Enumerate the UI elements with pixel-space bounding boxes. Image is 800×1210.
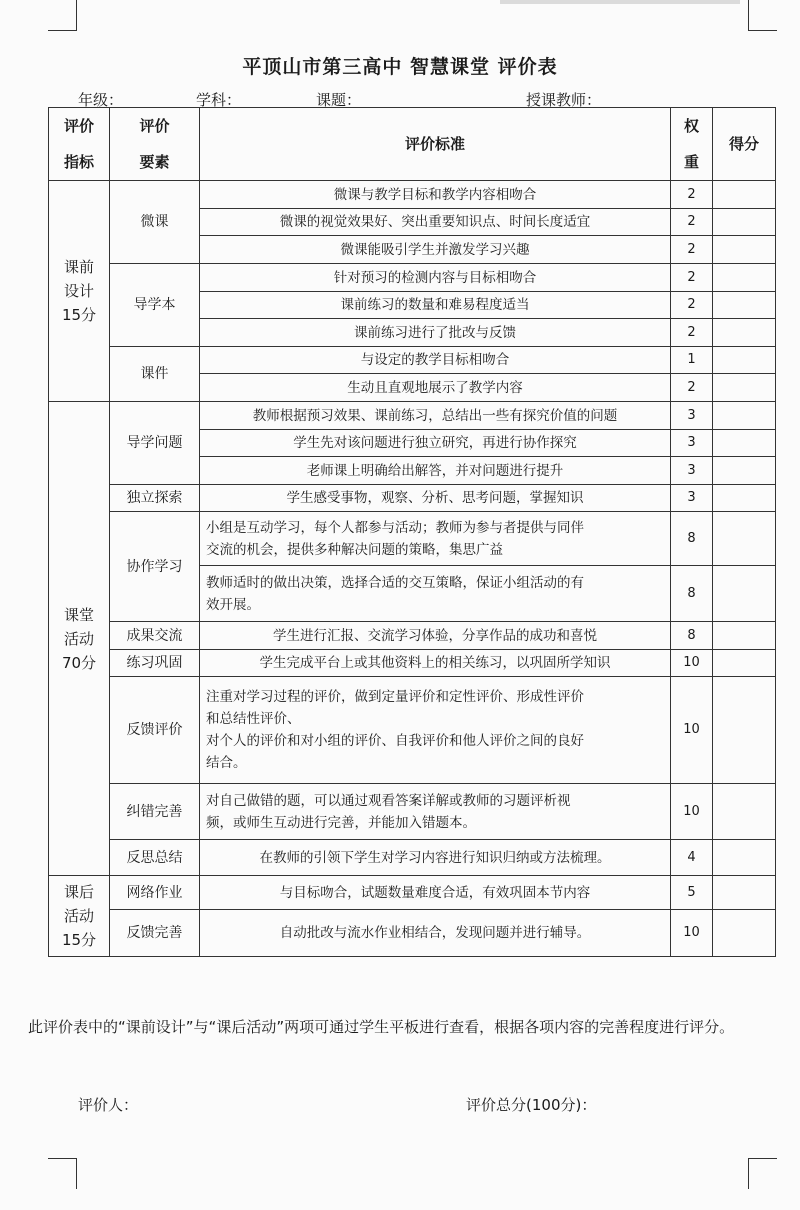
criteria-cell: 学生完成平台上或其他资料上的相关练习，以巩固所学知识 [200,650,671,677]
element-cell: 反馈评价 [110,677,200,784]
criteria-cell: 在教师的引领下学生对学习内容进行知识归纳或方法梳理。 [200,840,671,876]
weight-cell: 2 [671,236,713,264]
weight-cell: 2 [671,319,713,347]
criteria-cell: 学生进行汇报、交流学习体验，分享作品的成功和喜悦 [200,622,671,650]
weight-cell: 8 [671,566,713,622]
indicator-line: 设计 [63,282,94,300]
criteria-cell: 老师课上明确给出解答，并对问题进行提升 [200,457,671,485]
criteria-cell: 学生感受事物，观察、分析、思考问题，掌握知识 [200,485,671,512]
table-row [49,512,776,566]
weight-cell: 5 [671,876,713,910]
criteria-cell: 课前练习进行了批改与反馈 [200,319,671,347]
header-weight-line-2: 重 [683,153,699,171]
crop-mark-top-right [748,0,777,31]
topic-label: 课题： [316,91,362,109]
total-score-label: 评价总分(100分)： [466,1096,597,1114]
criteria-line: 结合。 [206,755,247,771]
crop-mark-bottom-right [748,1158,777,1189]
score-input-cell[interactable] [713,264,776,292]
table-row [49,347,776,374]
header-weight-line-1: 权 [683,117,699,135]
weight-cell: 8 [671,622,713,650]
table-row [49,264,776,292]
criteria-line: 小组是互动学习，每个人都参与活动；教师为参与者提供与同伴 [206,519,584,536]
indicator-line: 70分 [61,653,97,672]
criteria-cell: 自动批改与流水作业相结合，发现问题并进行辅导。 [200,910,671,957]
score-input-cell[interactable] [713,876,776,910]
score-input-cell[interactable] [713,292,776,319]
table-header-row [49,108,776,181]
weight-cell: 10 [671,910,713,957]
indicator-line: 活动 [63,907,94,925]
table-row [49,402,776,430]
criteria-cell: 与目标吻合，试题数量难度合适，有效巩固本节内容 [200,876,671,910]
score-input-cell[interactable] [713,402,776,430]
header-weight [671,108,713,181]
table-row [49,485,776,512]
weight-cell: 3 [671,402,713,430]
header-indicator-line-1: 评价 [63,117,94,135]
weight-cell: 2 [671,209,713,236]
table-body [49,181,776,957]
weight-cell: 8 [671,512,713,566]
score-input-cell[interactable] [713,677,776,784]
score-input-cell[interactable] [713,181,776,209]
criteria-line: 对自己做错的题，可以通过观看答案详解或教师的习题评析视 [206,792,571,809]
criteria-cell: 与设定的教学目标相吻合 [200,347,671,374]
score-input-cell[interactable] [713,485,776,512]
score-input-cell[interactable] [713,566,776,622]
score-input-cell[interactable] [713,840,776,876]
criteria-cell: 针对预习的检测内容与目标相吻合 [200,264,671,292]
weight-cell: 2 [671,374,713,402]
criteria-line: 注重对学习过程的评价，做到定量评价和定性评价、形成性评价 [206,689,584,705]
table-row [49,876,776,910]
criteria-cell: 学生先对该问题进行独立研究，再进行协作探究 [200,430,671,457]
criteria-line: 频，或师生互动进行完善，并能加入错题本。 [206,814,476,831]
teacher-label: 授课教师： [526,91,602,109]
criteria-cell: 微课的视觉效果好、突出重要知识点、时间长度适宜 [200,209,671,236]
table-row [49,622,776,650]
score-input-cell[interactable] [713,512,776,566]
criteria-cell: 微课与教学目标和教学内容相吻合 [200,181,671,209]
header-indicator-line-2: 指标 [63,153,94,171]
scan-artifact [500,0,740,4]
weight-cell: 4 [671,840,713,876]
table-row [49,784,776,840]
score-input-cell[interactable] [713,457,776,485]
element-cell: 反馈完善 [110,910,200,957]
criteria-cell: 微课能吸引学生并激发学习兴趣 [200,236,671,264]
criteria-line: 交流的机会，提供多种解决问题的策略，集思广益 [206,541,503,558]
score-input-cell[interactable] [713,430,776,457]
score-input-cell[interactable] [713,347,776,374]
criteria-line: 教师适时的做出决策，选择合适的交互策略，保证小组活动的有 [206,574,584,591]
score-input-cell[interactable] [713,650,776,677]
weight-cell: 10 [671,784,713,840]
table-row [49,910,776,957]
indicator-line: 15分 [61,306,97,324]
table-row [49,650,776,677]
criteria-cell [200,784,671,840]
table-row [49,677,776,784]
indicator-line: 课堂 [63,605,94,624]
score-input-cell[interactable] [713,374,776,402]
indicator-line: 课后 [63,883,94,901]
element-cell: 导学问题 [110,402,200,485]
score-input-cell[interactable] [713,209,776,236]
weight-cell: 1 [671,347,713,374]
indicator-cell [49,181,110,402]
table-row [49,840,776,876]
indicator-cell [49,876,110,957]
score-input-cell[interactable] [713,910,776,957]
criteria-line: 和总结性评价、 [206,711,301,727]
weight-cell: 2 [671,292,713,319]
weight-cell: 10 [671,650,713,677]
element-cell: 网络作业 [110,876,200,910]
score-input-cell[interactable] [713,622,776,650]
element-cell: 纠错完善 [110,784,200,840]
evaluation-table [48,107,776,957]
element-cell: 反思总结 [110,840,200,876]
element-cell: 课件 [110,347,200,402]
table-row [49,181,776,209]
criteria-cell [200,677,671,784]
header-indicator [49,108,110,181]
criteria-line: 效开展。 [206,596,260,613]
header-element-line-1: 评价 [139,117,170,135]
indicator-line: 15分 [61,931,97,949]
indicator-cell [49,402,110,876]
weight-cell: 3 [671,457,713,485]
element-cell: 导学本 [110,264,200,347]
weight-cell: 3 [671,485,713,512]
note-text: 此评价表中的“课前设计”与“课后活动”两项可通过学生平板进行查看，根据各项内容的完善程度进行评分。 [28,1018,735,1036]
weight-cell: 10 [671,677,713,784]
header-element-line-2: 要素 [139,153,170,171]
criteria-cell: 生动且直观地展示了教学内容 [200,374,671,402]
element-cell: 独立探索 [110,485,200,512]
crop-mark-bottom-left [48,1158,77,1189]
evaluator-label: 评价人： [78,1096,139,1114]
header-element [110,108,200,181]
element-cell: 成果交流 [110,622,200,650]
criteria-cell [200,566,671,622]
element-cell: 协作学习 [110,512,200,622]
grade-label: 年级： [78,91,124,109]
score-input-cell[interactable] [713,784,776,840]
indicator-line: 活动 [63,629,94,648]
criteria-cell: 教师根据预习效果、课前练习，总结出一些有探究价值的问题 [200,402,671,430]
weight-cell: 3 [671,430,713,457]
crop-mark-top-left [48,0,77,31]
header-score: 得分 [713,108,776,181]
score-input-cell[interactable] [713,236,776,264]
criteria-cell: 课前练习的数量和难易程度适当 [200,292,671,319]
page-title: 平顶山市第三高中 智慧课堂 评价表 [242,56,558,78]
weight-cell: 2 [671,181,713,209]
subject-label: 学科： [196,91,242,109]
criteria-line: 对个人的评价和对小组的评价、自我评价和他人评价之间的良好 [206,733,584,749]
score-input-cell[interactable] [713,319,776,347]
element-cell: 微课 [110,181,200,264]
header-criteria: 评价标准 [200,108,671,181]
indicator-line: 课前 [63,258,94,276]
weight-cell: 2 [671,264,713,292]
element-cell: 练习巩固 [110,650,200,677]
criteria-cell [200,512,671,566]
